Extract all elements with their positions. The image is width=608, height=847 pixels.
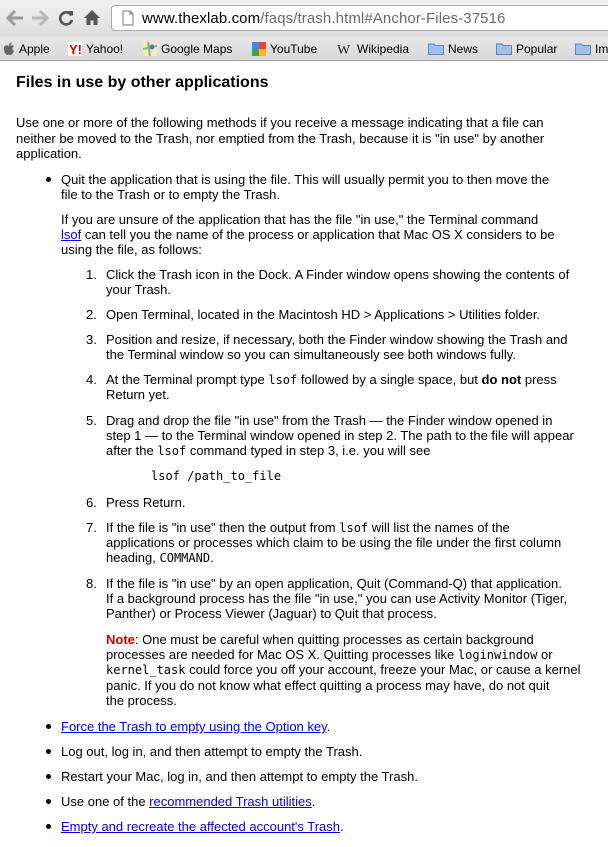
note-text-l3: could force you off your account, freeze your Mac, or cause a kernel — [185, 662, 581, 677]
bookmark-label: Wikipedia — [357, 41, 410, 56]
step5-text-pre: after the — [106, 443, 158, 458]
note-line-3 — [106, 662, 581, 678]
bookmark-yahoo[interactable] — [68, 40, 123, 57]
step8-line-2: If a background process has the file "in use," you can use Activity Monitor (Tiger, — [106, 591, 568, 606]
step8-line-1: If the file is "in use" by an open application, Quit (Command-Q) that application. — [106, 576, 562, 591]
step5-text-post: command typed in step 3, i.e. you will see — [186, 443, 431, 458]
section-title: Files in use by other applications — [16, 74, 269, 91]
step-number: 6. — [86, 495, 97, 510]
step3-line-1: Position and resize, if necessary, both the Finder window showing the Trash and — [106, 332, 568, 347]
svg-text:W: W — [337, 42, 351, 56]
step1-line-1: Click the Trash icon in the Dock. A Finder window opens showing the contents of — [106, 267, 570, 282]
note-line-5: the process. — [106, 693, 177, 708]
bookmark-label: Yahoo! — [86, 41, 124, 56]
wikipedia-icon — [337, 42, 353, 56]
folder-icon — [428, 42, 444, 55]
step3-line-2: the Terminal window so you can simultaneously see both windows fully. — [106, 347, 516, 362]
step7-line-2: applications or processes which claim to be using the file under the first column — [106, 535, 562, 550]
back-button[interactable] — [5, 8, 25, 28]
step7-text-l3-post: . — [210, 550, 214, 565]
step4-line-1 — [106, 372, 557, 388]
bullet4: Restart your Mac, log in, and then attempt to empty the Trash. — [61, 769, 418, 784]
lsof-link[interactable]: lsof — [61, 227, 82, 242]
bookmark-youtube[interactable] — [252, 40, 317, 57]
step7-text-pre: If the file is "in use" then the output from — [106, 520, 340, 535]
step7-text-l3-pre: heading, — [106, 550, 160, 565]
reload-button[interactable] — [56, 8, 76, 28]
step4-text-pre: At the Terminal prompt type — [106, 372, 269, 387]
lsof-code: lsof — [157, 444, 187, 458]
step-number: 7. — [86, 520, 97, 535]
bullet-dot — [46, 177, 51, 182]
svg-text:Y!: Y! — [69, 41, 82, 56]
step5-line-3 — [106, 443, 430, 459]
step6-line-1: Press Return. — [106, 495, 186, 510]
bullet1-para2-line-3: using the file, as follows: — [61, 242, 202, 257]
youtube-icon — [252, 42, 266, 56]
bullet5-text-pre: Use one of the — [61, 794, 150, 809]
step5-line-1: Drag and drop the file "in use" from the Trash — the Finder window opened in — [106, 413, 553, 428]
bookmark-label: News — [448, 41, 479, 56]
intro-line-1: Use one or more of the following methods if you receive a message indicating that a file can — [16, 115, 544, 130]
bullet2 — [61, 719, 330, 734]
lsof-code: lsof — [268, 373, 298, 387]
step7-line-1 — [106, 520, 510, 536]
step-number: 4. — [86, 372, 97, 387]
step4-text-mid: followed by a single space, but — [297, 372, 482, 387]
url-text — [142, 10, 506, 27]
bullet-dot — [46, 824, 51, 829]
note-line-1 — [106, 632, 534, 647]
bullet-dot — [46, 724, 51, 729]
bullet1-line-2: file to the Trash or to empty the Trash. — [61, 187, 280, 202]
note-line-2 — [106, 647, 553, 663]
lsof-code: lsof — [339, 521, 369, 535]
bullet1-para2-line-2-text: can tell you the name of the process or application that Mac OS X considers to be — [81, 227, 555, 242]
url-host: www.thexlab.com — [142, 9, 261, 27]
intro-line-2: neither be moved to the Trash, nor emptied from the Trash, because it is "in use" by another — [16, 131, 545, 146]
step7-line-3 — [106, 550, 214, 566]
step1-line-2: your Trash. — [106, 282, 172, 297]
bookmarks-bar — [0, 37, 608, 61]
forward-arrow-icon — [31, 10, 49, 26]
back-arrow-icon — [6, 10, 24, 26]
home-icon — [83, 9, 101, 27]
bookmark-folder-news[interactable] — [428, 40, 478, 57]
bookmark-label: Apple — [19, 41, 50, 56]
intro-line-3: application. — [16, 146, 82, 161]
yahoo-icon — [68, 42, 82, 56]
bullet3: Log out, log in, and then attempt to empty the Trash. — [61, 744, 363, 759]
bullet5-period: . — [311, 794, 316, 809]
url-path: /faqs/trash.html#Anchor-Files-37516 — [260, 9, 506, 27]
bookmark-apple[interactable] — [3, 40, 50, 57]
step-number: 5. — [86, 413, 97, 428]
bullet-dot — [46, 799, 51, 804]
bullet1-para2-line-2 — [61, 227, 555, 242]
bookmark-folder-popular[interactable] — [496, 40, 557, 57]
bullet6-period: . — [340, 819, 344, 834]
step-number: 1. — [86, 267, 97, 282]
note-text-post: or — [537, 647, 553, 662]
address-bar[interactable] — [111, 5, 608, 31]
step8-line-3: Panther) or Process Viewer (Jaguar) to Quit that process. — [106, 606, 437, 621]
step-number: 3. — [86, 332, 97, 347]
bookmark-label: YouTube — [270, 41, 318, 56]
folder-icon — [496, 42, 512, 55]
page-icon — [120, 10, 136, 26]
folder-icon — [575, 42, 591, 55]
bullet-dot — [46, 749, 51, 754]
step4-text-post: press — [521, 372, 557, 387]
note-text: : One must be careful when quitting processes as certain background — [134, 632, 534, 647]
note-label: Note — [106, 632, 135, 647]
bookmark-wikipedia[interactable] — [337, 40, 409, 57]
bookmark-label: Google Maps — [161, 41, 233, 56]
loginwindow-code: loginwindow — [457, 648, 538, 662]
bullet5 — [61, 794, 315, 809]
step7-text-post: will list the names of the — [368, 520, 510, 535]
bullet6 — [61, 819, 344, 834]
forward-button[interactable] — [30, 8, 50, 28]
apple-icon — [3, 42, 15, 56]
code-block: lsof /path_to_file — [151, 469, 282, 483]
browser-toolbar — [0, 0, 608, 37]
bullet2-period: . — [326, 719, 331, 734]
note-line-4: panic. If you do not know what effect quitting a process may have, do not quit — [106, 678, 550, 693]
bookmark-label: Im — [595, 41, 608, 56]
step2-line-1: Open Terminal, located in the Macintosh HD > Applications > Utilities folder. — [106, 307, 541, 322]
bookmark-folder-im[interactable] — [575, 40, 608, 57]
command-code: COMMAND — [159, 551, 211, 565]
do-not-bold: do not — [481, 372, 522, 387]
bullet1-line-1: Quit the application that is using the file. This will usually permit you to then move the — [61, 172, 550, 187]
bullet1-para2-line-1: If you are unsure of the application that has the file "in use," the Terminal command — [61, 212, 539, 227]
recreate-trash-link[interactable]: Empty and recreate the affected account's Trash — [61, 819, 341, 834]
force-empty-trash-link[interactable]: Force the Trash to empty using the Option key — [61, 719, 327, 734]
step4-line-2: Return yet. — [106, 387, 170, 402]
bullet-dot — [46, 774, 51, 779]
google-maps-icon — [143, 42, 157, 56]
bookmark-label: Popular — [516, 41, 558, 56]
step-number: 2. — [86, 307, 97, 322]
step5-line-2: step 1 — to the Terminal window opened in step 2. The path to the file will appear — [106, 428, 574, 443]
reload-icon — [57, 9, 75, 27]
step-number: 8. — [86, 576, 97, 591]
bookmark-google-maps[interactable] — [143, 40, 232, 57]
home-button[interactable] — [82, 8, 102, 28]
note-text-pre: processes are needed for Mac OS X. Quitting processes like — [106, 647, 458, 662]
kernel-task-code: kernel_task — [106, 663, 186, 677]
trash-utilities-link[interactable]: recommended Trash utilities — [149, 794, 312, 809]
